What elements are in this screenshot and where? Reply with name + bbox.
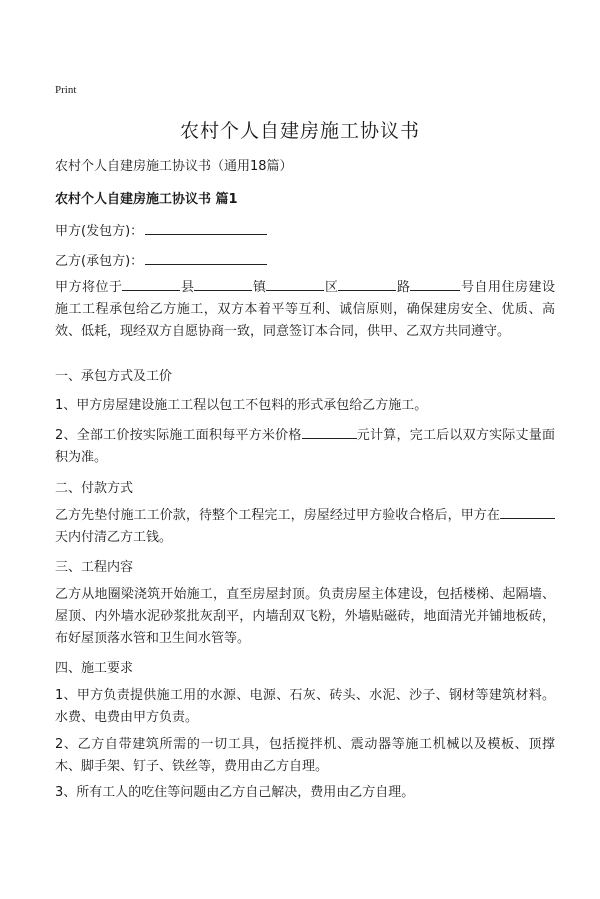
party-a-blank — [145, 221, 267, 235]
requirement-1: 1、甲方负责提供施工用的水源、电源、石灰、砖头、水泥、沙子、钢材等建筑材料。水费、电费由甲方负责。 — [55, 688, 555, 725]
blank — [410, 277, 460, 291]
party-b-label: 乙方(承包方)： — [55, 254, 144, 269]
document-subtitle: 农村个人自建房施工协议书（通用18篇） — [55, 159, 293, 174]
payment-text-a: 乙方先垫付施工工价款，待整个工程完工，房屋经过甲方验收合格后，甲方在 — [55, 508, 500, 523]
intro-text-1: 甲方将位于 — [55, 280, 123, 295]
blank — [500, 505, 555, 519]
print-label: Print — [55, 84, 77, 96]
requirement-3: 3、所有工人的吃住等问题由乙方自己解决，费用由乙方自理。 — [55, 785, 415, 800]
party-a-field — [55, 220, 267, 239]
section-heading: 农村个人自建房施工协议书 篇1 — [55, 192, 238, 207]
blank — [122, 277, 180, 291]
payment-paragraph — [55, 505, 555, 549]
blank — [266, 277, 324, 291]
intro-text-3: 镇 — [252, 280, 267, 295]
clause-1-1: 1、甲方房屋建设施工工程以包工不包料的形式承包给乙方施工。 — [55, 398, 428, 413]
clause-1-2 — [55, 425, 555, 469]
content-paragraph: 乙方从地圈梁浇筑开始施工，直至房屋封顶。负责房屋主体建设，包括楼梯、起隔墙、屋顶、内外墙水泥砂浆批灰刮平，内墙刮双飞粉，外墙贴磁砖，地面清光并铺地板砖，布好屋顶落水管和卫生间水管等。 — [55, 587, 555, 646]
heading-2: 二、付款方式 — [55, 481, 134, 496]
intro-text-2: 县 — [180, 280, 195, 295]
party-a-label: 甲方(发包方)： — [55, 224, 144, 239]
intro-text-6: 号自用住房建设施工工程承包给乙方施工，双方本着平等互利、诚信原则，确保建房安全、优质、高效、低耗，现经双方自愿协商一致，同意签订本合同，供甲、乙双方共同遵守。 — [55, 280, 555, 339]
clause-1-2-text-a: 2、全部工价按实际施工面积每平方米价格 — [55, 428, 302, 443]
heading-3: 三、工程内容 — [55, 560, 134, 575]
heading-1: 一、承包方式及工价 — [55, 369, 173, 384]
intro-paragraph — [55, 277, 555, 343]
party-b-field — [55, 250, 267, 269]
heading-4: 四、施工要求 — [55, 661, 134, 676]
blank — [338, 277, 396, 291]
requirement-2: 2、乙方自带建筑所需的一切工具，包括搅拌机、震动器等施工机械以及模板、顶撑木、脚手架、钉子、铁丝等，费用由乙方自理。 — [55, 737, 555, 774]
clause-1-2-text-b: 元计算，完工后以双方实际丈量面积为准。 — [55, 428, 555, 465]
payment-text-b: 天内付清乙方工钱。 — [55, 530, 173, 545]
document-title: 农村个人自建房施工协议书 — [179, 120, 420, 142]
intro-text-5: 路 — [396, 280, 411, 295]
blank — [194, 277, 252, 291]
party-b-blank — [145, 251, 267, 265]
blank — [302, 425, 357, 439]
intro-text-4: 区 — [324, 280, 339, 295]
